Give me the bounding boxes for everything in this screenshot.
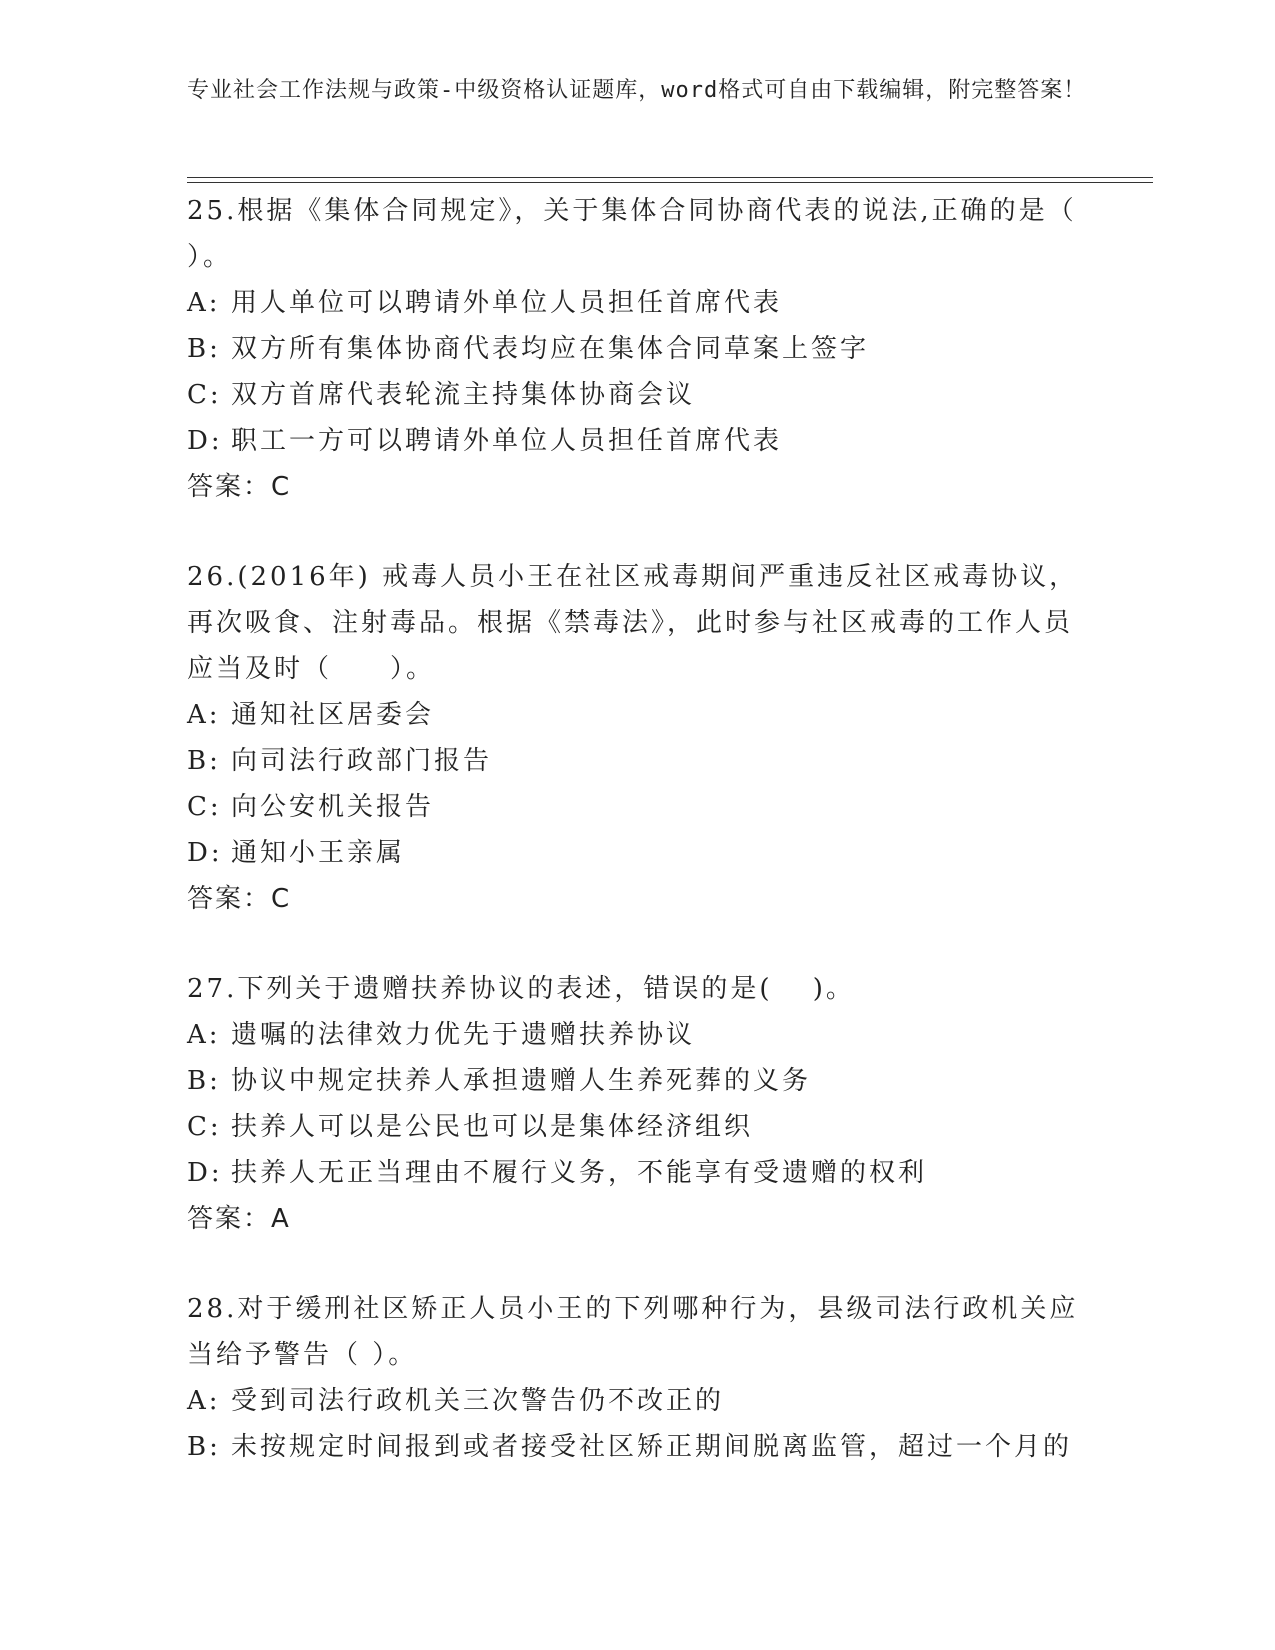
question-stem: 25.根据《集体合同规定》，关于集体合同协商代表的说法,正确的是（ ）。 [187, 196, 1088, 272]
option-text: 双方首席代表轮流主持集体协商会议 [231, 380, 696, 410]
option-text: 受到司法行政机关三次警告仍不改正的 [231, 1386, 725, 1416]
option-b [187, 1424, 1087, 1470]
header-divider-top [187, 177, 1153, 178]
option-b [187, 1058, 1087, 1104]
option-a [187, 1378, 1087, 1424]
question-stem: 26.(2016年) 戒毒人员小王在社区戒毒期间严重违反社区戒毒协议，再次吸食、注射毒品。根据《禁毒法》，此时参与社区戒毒的工作人员应当及时（ ）。 [187, 562, 1079, 684]
header-divider-bottom [187, 182, 1153, 183]
option-letter: A: [187, 1386, 221, 1416]
option-text: 扶养人可以是公民也可以是集体经济组织 [231, 1112, 754, 1142]
option-text: 遗嘱的法律效力优先于遗赠扶养协议 [231, 1020, 696, 1050]
option-a [187, 692, 1087, 738]
answer-label: 答案：C [187, 884, 292, 914]
option-text: 扶养人无正当理由不履行义务，不能享有受遗赠的权利 [231, 1158, 928, 1188]
document-header: 专业社会工作法规与政策-中级资格认证题库，word格式可自由下载编辑，附完整答案！ [187, 78, 1087, 103]
option-letter: C: [187, 1112, 222, 1142]
option-c [187, 1104, 1087, 1150]
option-d [187, 418, 1087, 464]
option-a [187, 280, 1087, 326]
option-letter: B: [187, 334, 221, 364]
option-letter: B: [187, 1066, 221, 1096]
question-28 [187, 1286, 1087, 1470]
option-letter: C: [187, 792, 222, 822]
option-text: 未按规定时间报到或者接受社区矫正期间脱离监管，超过一个月的 [231, 1432, 1073, 1462]
option-letter: A: [187, 1020, 221, 1050]
option-letter: B: [187, 746, 221, 776]
question-26 [187, 554, 1087, 922]
option-c [187, 372, 1087, 418]
option-d [187, 830, 1087, 876]
option-d [187, 1150, 1087, 1196]
option-c [187, 784, 1087, 830]
option-letter: D: [187, 1158, 223, 1188]
option-letter: C: [187, 380, 222, 410]
option-letter: D: [187, 838, 223, 868]
question-stem: 27.下列关于遗赠扶养协议的表述，错误的是( )。 [187, 974, 855, 1004]
option-text: 职工一方可以聘请外单位人员担任首席代表 [231, 426, 783, 456]
option-letter: D: [187, 426, 223, 456]
question-stem: 28.对于缓刑社区矫正人员小王的下列哪种行为，县级司法行政机关应当给予警告（ ）。 [187, 1294, 1079, 1370]
option-text: 向司法行政部门报告 [231, 746, 493, 776]
option-b [187, 738, 1087, 784]
option-text: 向公安机关报告 [231, 792, 435, 822]
option-letter: B: [187, 1432, 221, 1462]
question-27 [187, 966, 1087, 1242]
option-a [187, 1012, 1087, 1058]
option-text: 通知社区居委会 [231, 700, 435, 730]
option-text: 通知小王亲属 [231, 838, 406, 868]
option-text: 协议中规定扶养人承担遗赠人生养死葬的义务 [231, 1066, 812, 1096]
option-text: 双方所有集体协商代表均应在集体合同草案上签字 [231, 334, 870, 364]
option-letter: A: [187, 700, 221, 730]
answer-label: 答案：A [187, 1204, 291, 1234]
option-b [187, 326, 1087, 372]
answer-label: 答案：C [187, 472, 292, 502]
question-25 [187, 188, 1087, 510]
option-text: 用人单位可以聘请外单位人员担任首席代表 [231, 288, 783, 318]
option-letter: A: [187, 288, 221, 318]
